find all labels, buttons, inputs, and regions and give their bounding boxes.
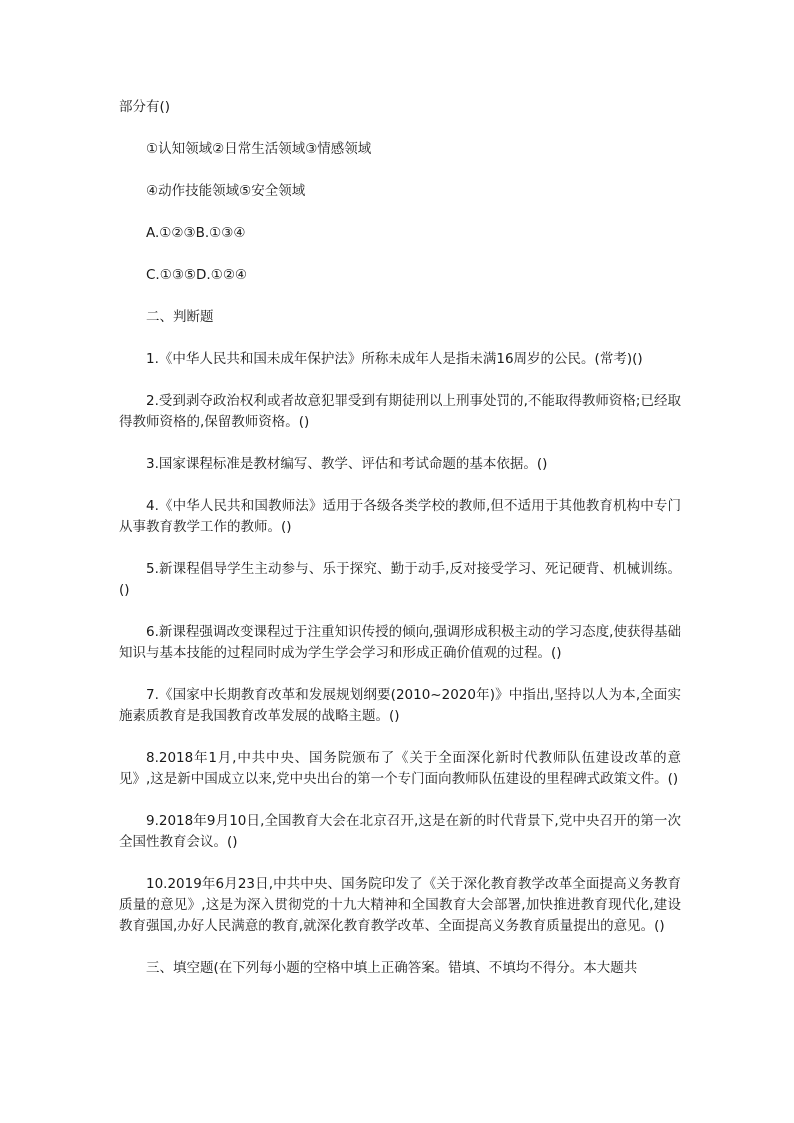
paragraph-question-stem: 部分有() xyxy=(119,99,171,115)
question-8: 8.2018年1月,中共中央、国务院颁布了《关于全面深化新时代教师队伍建设改革的意见》,这是新中国成立以来,党中央出台的第一个专门面向教师队伍建设的里程碑式政策文件。() xyxy=(119,750,681,787)
question-6: 6.新课程强调改变课程过于注重知识传授的倾向,强调形成积极主动的学习态度,使获得基础知识与基本技能的过程同时成为学生学会学习和形成正确价值观的过程。() xyxy=(119,624,681,661)
question-3: 3.国家课程标准是教材编写、教学、评估和考试命题的基本依据。() xyxy=(146,456,548,472)
question-5: 5.新课程倡导学生主动参与、乐于探究、勤于动手,反对接受学习、死记硬背、机械训练。() xyxy=(119,561,681,598)
question-10: 10.2019年6月23日,中共中央、国务院印发了《关于深化教育教学改革全面提高义务教育质量的意见》,这是为深入贯彻党的十九大精神和全国教育大会部署,加快推进教育现代化,建设教育强国,办好人民满意的教育,就深化教育教学改革、全面提高义务教育质量提出的意见。() xyxy=(119,876,681,934)
question-2: 2.受到剥夺政治权利或者故意犯罪受到有期徒刑以上刑事处罚的,不能取得教师资格;已经取得教师资格的,保留教师资格。() xyxy=(119,393,681,430)
question-4: 4.《中华人民共和国教师法》适用于各级各类学校的教师,但不适用于其他教育机构中专门从事教育教学工作的教师。() xyxy=(119,498,681,535)
section-heading-fill-blank: 三、填空题(在下列每小题的空格中填上正确答案。错填、不填均不得分。本大题共 xyxy=(146,960,638,976)
question-1: 1.《中华人民共和国未成年保护法》所称未成年人是指未满16周岁的公民。(常考)() xyxy=(146,351,643,367)
question-7: 7.《国家中长期教育改革和发展规划纲要(2010~2020年)》中指出,坚持以人为本,全面实施素质教育是我国教育改革发展的战略主题。() xyxy=(119,687,681,724)
document-body xyxy=(119,97,681,1000)
paragraph-options-line-1: ①认知领域②日常生活领域③情感领域 xyxy=(146,141,372,157)
paragraph-options-line-2: ④动作技能领域⑤安全领域 xyxy=(146,183,306,199)
paragraph-choices-ab: A.①②③B.①③④ xyxy=(146,225,246,241)
section-heading-true-false: 二、判断题 xyxy=(146,309,214,325)
paragraph-choices-cd: C.①③⑤D.①②④ xyxy=(146,267,248,283)
question-9: 9.2018年9月10日,全国教育大会在北京召开,这是在新的时代背景下,党中央召开的第一次全国性教育会议。() xyxy=(119,813,681,850)
